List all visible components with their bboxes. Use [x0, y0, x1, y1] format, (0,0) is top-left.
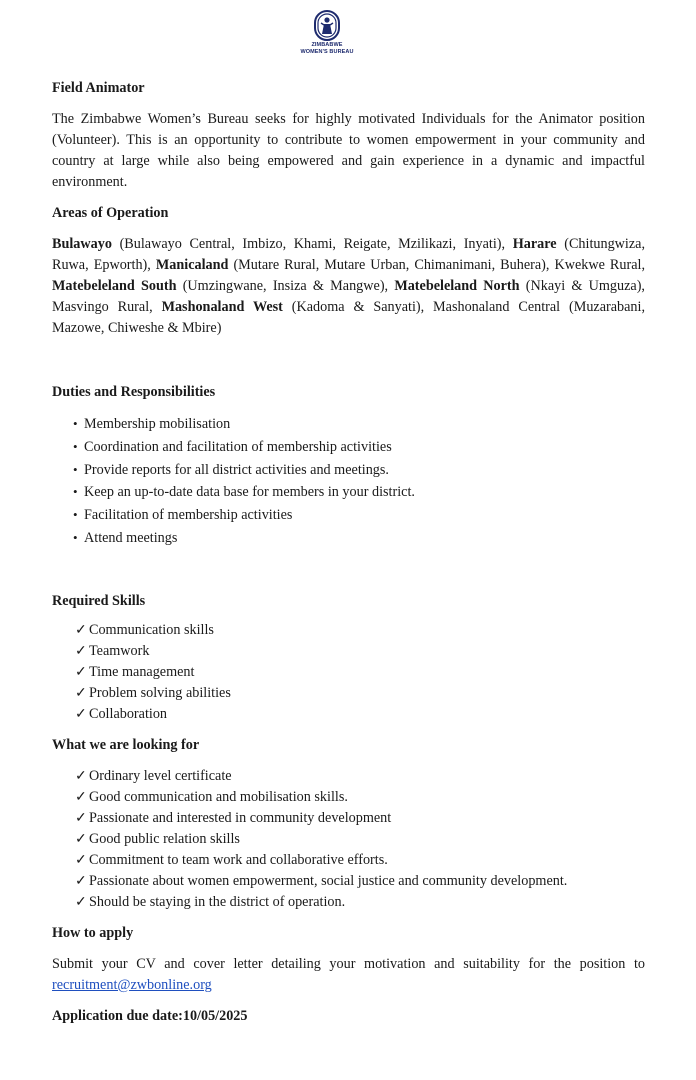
checkmark-icon: ✓ — [75, 663, 87, 680]
bullet-icon: • — [73, 438, 78, 454]
requirement-item — [52, 808, 645, 829]
duty-item-text: Keep an up-to-date data base for members in your district. — [84, 484, 415, 501]
requirement-item — [52, 829, 645, 850]
area-region-name: Bulawayo — [52, 236, 112, 252]
duty-item — [52, 481, 645, 504]
requirement-item-text: Commitment to team work and collaborative efforts. — [89, 851, 388, 868]
requirement-item-text: Passionate about women empowerment, social justice and community development. — [89, 872, 568, 889]
duty-item — [52, 527, 645, 550]
areas-heading: Areas of Operation — [52, 205, 169, 221]
bullet-icon: • — [73, 507, 78, 523]
skill-item-text: Time management — [89, 663, 195, 680]
requirement-item — [52, 787, 645, 808]
duty-item — [52, 436, 645, 459]
duty-item-text: Facilitation of membership activities — [84, 507, 293, 524]
looking-heading: What we are looking for — [52, 736, 200, 753]
checkmark-icon: ✓ — [75, 851, 87, 868]
duty-item — [52, 413, 645, 436]
apply-heading: How to apply — [52, 924, 134, 941]
checkmark-icon: ✓ — [75, 872, 87, 889]
requirement-item-text: Ordinary level certificate — [89, 767, 232, 784]
duty-item-text: Provide reports for all district activities and meetings. — [84, 461, 389, 478]
requirement-item — [52, 850, 645, 871]
checkmark-icon: ✓ — [75, 893, 87, 910]
duties-list — [52, 413, 645, 550]
area-region-name: Matebeleland South — [52, 278, 177, 294]
duties-heading: Duties and Responsibilities — [52, 384, 216, 400]
area-districts: (Nkayi & Umguza), Masvingo Rural, — [52, 278, 645, 315]
checkmark-icon: ✓ — [75, 809, 87, 826]
duty-item-text: Coordination and facilitation of membership activities — [84, 438, 392, 455]
checkmark-icon: ✓ — [75, 642, 87, 659]
bullet-icon: • — [73, 416, 78, 431]
document-body — [52, 78, 645, 1027]
duty-item — [52, 504, 645, 527]
skill-item — [52, 662, 645, 683]
requirement-item — [52, 766, 645, 787]
requirement-item-text: Should be staying in the district of operation. — [89, 893, 346, 910]
skill-item-text: Teamwork — [89, 642, 150, 659]
checkmark-icon: ✓ — [75, 705, 87, 722]
area-region-name: Mashonaland West — [161, 299, 283, 315]
areas-paragraph — [52, 234, 645, 339]
duty-item-text: Attend meetings — [84, 529, 178, 546]
area-districts: (Chitungwiza, Ruwa, Epworth), — [52, 236, 646, 273]
checkmark-icon: ✓ — [75, 788, 87, 805]
skill-item — [52, 620, 645, 641]
bullet-icon: • — [73, 461, 78, 477]
skills-heading: Required Skills — [52, 592, 146, 609]
apply-text: Submit your CV and cover letter detailing your motivation and suitability for the position to — [52, 955, 645, 972]
bullet-icon: • — [73, 529, 78, 545]
looking-list — [52, 766, 645, 913]
bullet-icon: • — [73, 484, 78, 500]
skill-item-text: Communication skills — [89, 621, 214, 638]
skills-list — [52, 620, 645, 725]
checkmark-icon: ✓ — [75, 830, 87, 847]
area-districts: (Umzingwane, Insiza & Mangwe), — [176, 278, 395, 294]
job-title-heading: Field Animator — [52, 80, 145, 96]
zwb-logo — [296, 10, 358, 62]
area-region-name: Harare — [512, 236, 557, 252]
skill-item-text: Problem solving abilities — [89, 684, 231, 701]
logo-text-line1: ZIMBABWE — [311, 42, 343, 48]
duty-item-text: Membership mobilisation — [84, 416, 231, 432]
checkmark-icon: ✓ — [75, 621, 87, 638]
requirement-item-text: Good communication and mobilisation skills. — [89, 788, 348, 805]
area-region-name: Manicaland — [155, 257, 229, 273]
skill-item-text: Collaboration — [89, 705, 168, 722]
requirement-item-text: Passionate and interested in community development — [89, 809, 392, 826]
logo-text-line2: WOMEN'S BUREAU — [300, 49, 354, 55]
zwb-emblem-icon — [313, 10, 341, 42]
apply-paragraph — [52, 954, 645, 996]
checkmark-icon: ✓ — [75, 684, 87, 701]
area-districts: (Bulawayo Central, Imbizo, Khami, Reigate, Mzilikazi, Inyati), — [111, 236, 513, 252]
area-region-name: Matebeleland North — [394, 278, 520, 294]
requirement-item — [52, 871, 645, 892]
duty-item — [52, 459, 645, 482]
recruitment-email-link[interactable]: recruitment@zwbonline.org — [52, 976, 212, 993]
checkmark-icon: ✓ — [75, 767, 87, 784]
skill-item — [52, 641, 645, 662]
skill-item — [52, 704, 645, 725]
area-districts: (Kadoma & Sanyati), Mashonaland Central (Muzarabani, Mazowe, Chiweshe & Mbire) — [52, 299, 645, 336]
skill-item — [52, 683, 645, 704]
intro-paragraph: The Zimbabwe Women’s Bureau seeks for highly motivated Individuals for the Animator position (Volunteer). This is an opportunity to contribute to women empowerment in your community and country at large while also being empowered and gain experience in a dynamic and impactful environment. — [52, 111, 645, 190]
requirement-item — [52, 892, 645, 913]
due-date: Application due date:10/05/2025 — [52, 1007, 248, 1024]
requirement-item-text: Good public relation skills — [89, 830, 240, 847]
area-districts: (Mutare Rural, Mutare Urban, Chimanimani, Buhera), Kwekwe Rural, — [228, 257, 646, 273]
